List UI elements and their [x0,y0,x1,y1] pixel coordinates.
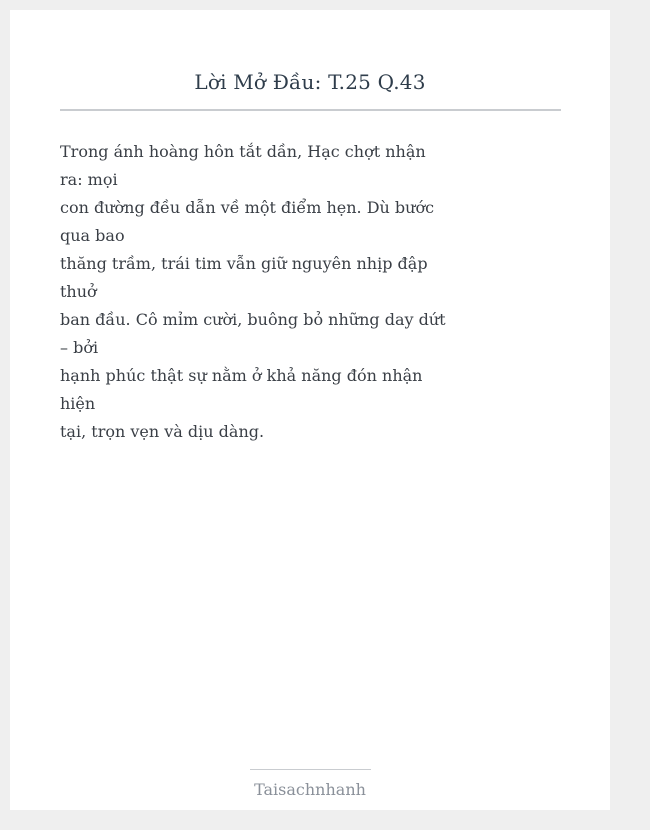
body-line: hạnh phúc thật sự nằm ở khả năng đón nhận [60,366,423,385]
body-line: ban đầu. Cô mỉm cười, buông bỏ những day dứt [60,310,446,329]
document-page [10,10,610,810]
body-line: thuở [60,282,97,301]
body-line: con đường đều dẫn về một điểm hẹn. Dù bước [60,198,435,217]
body-line: qua bao [60,226,125,245]
body-line: hiện [60,394,96,413]
page-title: Lời Mở Đầu: T.25 Q.43 [194,70,426,94]
footer-divider [250,769,371,770]
body-line: tại, trọn vẹn và dịu dàng. [60,422,265,441]
footer-source: Taisachnhanh [254,780,366,799]
body-line: – bởi [60,338,99,357]
body-line: thăng trầm, trái tim vẫn giữ nguyên nhịp đập [60,254,428,273]
body-line: Trong ánh hoàng hôn tắt dần, Hạc chợt nhận [60,142,426,161]
title-divider [60,109,561,111]
body-paragraph [60,138,446,446]
body-line: ra: mọi [60,170,118,189]
